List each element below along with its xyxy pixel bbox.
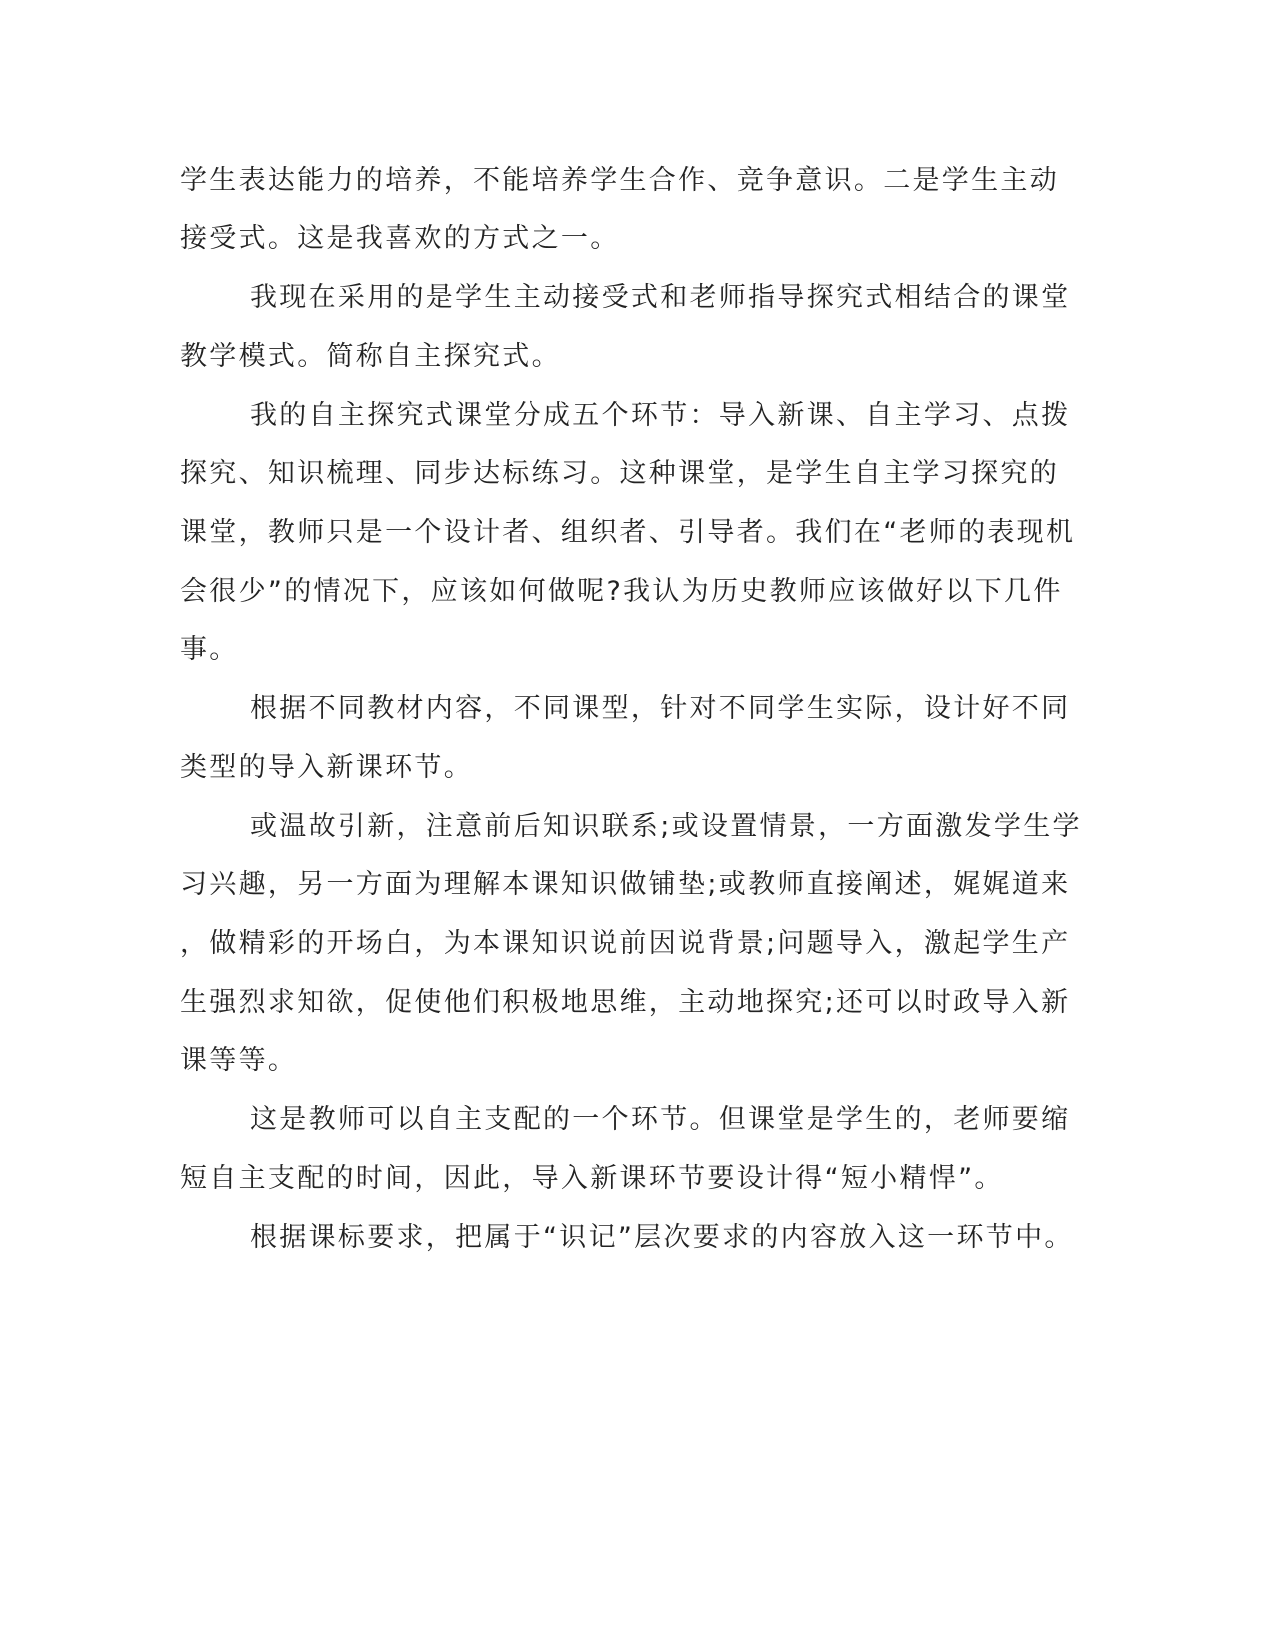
paragraph-line: 习兴趣，另一方面为理解本课知识做铺垫;或教师直接阐述，娓娓道来 xyxy=(180,869,1071,900)
paragraph-line: 根据不同教材内容，不同课型，针对不同学生实际，设计好不同 xyxy=(250,693,1071,724)
paragraph-line: 或温故引新，注意前后知识联系;或设置情景，一方面激发学生学 xyxy=(250,811,1082,842)
paragraph-line: 探究、知识梳理、同步达标练习。这种课堂，是学生自主学习探究的 xyxy=(180,458,1059,489)
paragraph-line: ，做精彩的开场白，为本课知识说前因说背景;问题导入，激起学生产 xyxy=(180,928,1071,959)
paragraph-line: 学生表达能力的培养，不能培养学生合作、竞争意识。二是学生主动 xyxy=(180,165,1059,196)
paragraph-line: 我现在采用的是学生主动接受式和老师指导探究式相结合的课堂 xyxy=(250,282,1071,313)
paragraph-line: 类型的导入新课环节。 xyxy=(180,752,473,783)
paragraph-line: 事。 xyxy=(180,634,239,665)
paragraph-line: 这是教师可以自主支配的一个环节。但课堂是学生的，老师要缩 xyxy=(250,1104,1071,1135)
paragraph-line: 课堂，教师只是一个设计者、组织者、引导者。我们在“老师的表现机 xyxy=(180,517,1076,548)
paragraph-line: 我的自主探究式课堂分成五个环节：导入新课、自主学习、点拨 xyxy=(250,400,1071,431)
paragraph-line: 根据课标要求，把属于“识记”层次要求的内容放入这一环节中。 xyxy=(250,1222,1074,1253)
paragraph-line: 教学模式。简称自主探究式。 xyxy=(180,341,561,372)
paragraph-line: 课等等。 xyxy=(180,1045,298,1076)
paragraph-line: 会很少”的情况下，应该如何做呢?我认为历史教师应该做好以下几件 xyxy=(180,576,1063,607)
paragraph-line: 接受式。这是我喜欢的方式之一。 xyxy=(180,223,620,254)
paragraph-line: 短自主支配的时间，因此，导入新课环节要设计得“短小精悍”。 xyxy=(180,1163,1004,1194)
paragraph-line: 生强烈求知欲，促使他们积极地思维，主动地探究;还可以时政导入新 xyxy=(180,987,1071,1018)
